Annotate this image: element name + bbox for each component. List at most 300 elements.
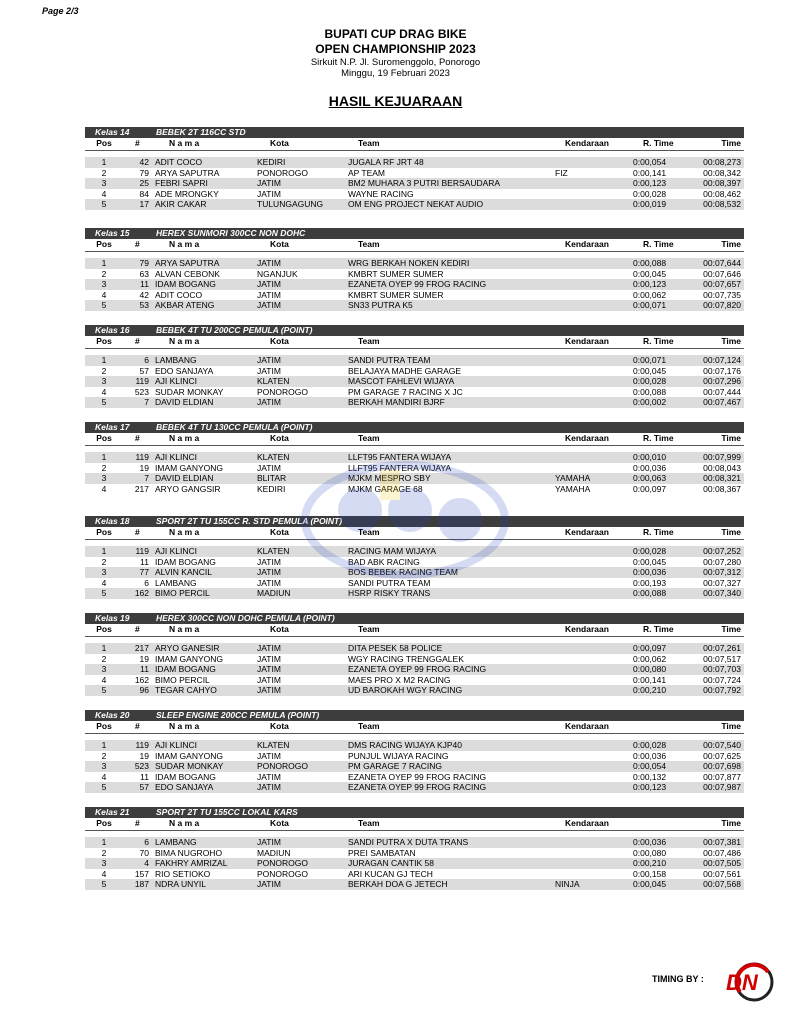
col-team: Team <box>358 721 380 731</box>
cell-kota: KEDIRI <box>257 157 286 167</box>
cell-time: 00:07,312 <box>703 567 741 577</box>
cell-number: 79 <box>139 258 149 268</box>
cell-time: 00:07,540 <box>703 740 741 750</box>
cell-kota: JATIM <box>257 664 281 674</box>
cell-name: EDO SANJAYA <box>155 365 214 376</box>
cell-pos: 2 <box>101 653 107 664</box>
col-kota: Kota <box>270 138 289 148</box>
cell-rtime: 0:00,088 <box>633 386 667 397</box>
cell-name: BIMA NUGROHO <box>155 847 223 858</box>
cell-team: UD BAROKAH WGY RACING <box>348 685 463 695</box>
col-team: Team <box>358 624 380 634</box>
class-label: Kelas 18 <box>95 516 130 526</box>
cell-time: 00:07,646 <box>703 268 741 279</box>
cell-time: 00:07,724 <box>703 674 741 685</box>
cell-time: 00:07,124 <box>703 355 741 365</box>
cell-time: 00:07,252 <box>703 546 741 556</box>
cell-name: DAVID ELDIAN <box>155 473 214 483</box>
cell-rtime: 0:00,080 <box>633 664 667 674</box>
column-header-row <box>85 818 744 831</box>
cell-team: SN33 PUTRA K5 <box>348 300 413 310</box>
cell-pos: 3 <box>101 279 107 289</box>
cell-name: IDAM BOGANG <box>155 556 216 567</box>
cell-kota: JATIM <box>257 289 281 300</box>
table-row <box>85 258 744 269</box>
cell-rtime: 0:00,019 <box>633 199 667 209</box>
cell-name: IMAM GANYONG <box>155 750 224 761</box>
cell-time: 00:07,444 <box>703 386 741 397</box>
page-number: Page 2/3 <box>42 6 79 16</box>
cell-rtime: 0:00,002 <box>633 397 667 407</box>
table-row <box>85 473 744 484</box>
cell-name: IDAM BOGANG <box>155 771 216 782</box>
class-label: Kelas 17 <box>95 422 130 432</box>
col-pos: Pos <box>96 239 112 249</box>
cell-team: EZANETA OYEP 99 FROG RACING <box>348 664 487 674</box>
col-time: Time <box>721 138 741 148</box>
cell-time: 00:07,877 <box>703 771 741 782</box>
cell-name: EDO SANJAYA <box>155 782 214 792</box>
cell-team: BAD ABK RACING <box>348 556 420 567</box>
class-title: BEBEK 4T TU 200CC PEMULA (POINT) <box>156 325 313 335</box>
class-title: SPORT 2T TU 155CC R. STD PEMULA (POINT) <box>156 516 343 526</box>
col-kendaraan: Kendaraan <box>565 624 609 634</box>
table-row <box>85 366 744 377</box>
cell-kota: KEDIRI <box>257 483 286 494</box>
section-header <box>85 325 744 336</box>
cell-pos: 2 <box>101 167 107 178</box>
cell-time: 00:07,792 <box>703 685 741 695</box>
cell-kota: TULUNGAGUNG <box>257 199 324 209</box>
cell-time: 00:07,280 <box>703 556 741 567</box>
col-pos: Pos <box>96 336 112 346</box>
section-header <box>85 613 744 624</box>
section-header <box>85 807 744 818</box>
cell-rtime: 0:00,210 <box>633 685 667 695</box>
cell-number: 57 <box>139 365 149 376</box>
cell-kota: JATIM <box>257 750 281 761</box>
table-row <box>85 567 744 578</box>
cell-time: 00:07,505 <box>703 858 741 868</box>
col-name: N a m a <box>169 138 200 148</box>
cell-name: BIMO PERCIL <box>155 674 210 685</box>
cell-name: ARYO GANGSIR <box>155 483 221 494</box>
cell-number: 523 <box>134 761 149 771</box>
cell-time: 00:08,397 <box>703 178 741 188</box>
cell-rtime: 0:00,088 <box>633 258 667 268</box>
cell-rtime: 0:00,036 <box>633 837 667 847</box>
cell-time: 00:07,340 <box>703 588 741 598</box>
results-section <box>85 807 744 890</box>
cell-kota: PONOROGO <box>257 868 309 879</box>
col-number: # <box>135 336 140 346</box>
cell-number: 187 <box>134 879 149 889</box>
col-kota: Kota <box>270 721 289 731</box>
table-row <box>85 178 744 189</box>
column-header-row <box>85 239 744 252</box>
cell-team: SANDI PUTRA TEAM <box>348 355 431 365</box>
cell-kota: JATIM <box>257 653 281 664</box>
cell-rtime: 0:00,088 <box>633 588 667 598</box>
col-name: N a m a <box>169 239 200 249</box>
col-pos: Pos <box>96 433 112 443</box>
cell-rtime: 0:00,036 <box>633 462 667 473</box>
cell-team: AP TEAM <box>348 167 386 178</box>
cell-rtime: 0:00,036 <box>633 750 667 761</box>
cell-time: 00:07,517 <box>703 653 741 664</box>
column-header-row <box>85 433 744 446</box>
cell-rtime: 0:00,193 <box>633 577 667 588</box>
cell-kota: PONOROGO <box>257 761 309 771</box>
cell-rtime: 0:00,141 <box>633 167 667 178</box>
section-header <box>85 228 744 239</box>
col-team: Team <box>358 818 380 828</box>
cell-team: BOS BEBEK RACING TEAM <box>348 567 458 577</box>
cell-time: 00:07,657 <box>703 279 741 289</box>
table-row <box>85 376 744 387</box>
cell-name: BIMO PERCIL <box>155 588 210 598</box>
cell-rtime: 0:00,123 <box>633 178 667 188</box>
cell-rtime: 0:00,063 <box>633 473 667 483</box>
section-header <box>85 516 744 527</box>
cell-name: NDRA UNYIL <box>155 879 207 889</box>
table-row <box>85 654 744 665</box>
class-title: HEREX SUNMORI 300CC NON DOHC <box>156 228 306 238</box>
table-row <box>85 685 744 696</box>
cell-kota: JATIM <box>257 879 281 889</box>
cell-name: LAMBANG <box>155 577 197 588</box>
col-team: Team <box>358 433 380 443</box>
table-row <box>85 269 744 280</box>
cell-number: 217 <box>134 643 149 653</box>
col-kota: Kota <box>270 818 289 828</box>
cell-kota: JATIM <box>257 365 281 376</box>
event-venue: Sirkuit N.P. Jl. Suromenggolo, Ponorogo <box>310 57 481 68</box>
class-label: Kelas 15 <box>95 228 130 238</box>
cell-name: ARYO GANESIR <box>155 643 220 653</box>
col-rtime: R. Time <box>643 138 674 148</box>
col-kota: Kota <box>270 336 289 346</box>
cell-kota: PONOROGO <box>257 858 309 868</box>
cell-time: 00:08,532 <box>703 199 741 209</box>
col-kota: Kota <box>270 527 289 537</box>
cell-pos: 5 <box>101 300 107 310</box>
cell-rtime: 0:00,028 <box>633 740 667 750</box>
cell-number: 162 <box>134 588 149 598</box>
col-number: # <box>135 721 140 731</box>
cell-rtime: 0:00,054 <box>633 157 667 167</box>
col-time: Time <box>721 336 741 346</box>
cell-pos: 5 <box>101 879 107 889</box>
results-section <box>85 710 744 793</box>
cell-kota: JATIM <box>257 567 281 577</box>
cell-pos: 3 <box>101 473 107 483</box>
table-row <box>85 588 744 599</box>
cell-rtime: 0:00,071 <box>633 355 667 365</box>
cell-number: 84 <box>139 188 149 199</box>
cell-number: 19 <box>139 750 149 761</box>
cell-team: DMS RACING WIJAYA KJP40 <box>348 740 462 750</box>
cell-time: 00:07,327 <box>703 577 741 588</box>
cell-name: AJI KLINCI <box>155 546 198 556</box>
cell-team: KMBRT SUMER SUMER <box>348 268 444 279</box>
col-name: N a m a <box>169 818 200 828</box>
col-name: N a m a <box>169 527 200 537</box>
cell-pos: 3 <box>101 178 107 188</box>
cell-team: WAYNE RACING <box>348 188 414 199</box>
table-row <box>85 387 744 398</box>
results-heading: HASIL KEJUARAAN <box>328 93 463 109</box>
cell-time: 00:08,342 <box>703 167 741 178</box>
cell-name: ADIT COCO <box>155 289 203 300</box>
cell-kota: JATIM <box>257 300 281 310</box>
col-number: # <box>135 433 140 443</box>
table-row <box>85 879 744 890</box>
cell-pos: 2 <box>101 462 107 473</box>
col-rtime: R. Time <box>643 624 674 634</box>
cell-number: 11 <box>140 771 149 782</box>
cell-number: 19 <box>139 653 149 664</box>
cell-number: 523 <box>134 386 149 397</box>
col-team: Team <box>358 527 380 537</box>
section-header <box>85 710 744 721</box>
cell-time: 00:07,467 <box>703 397 741 407</box>
class-title: BEBEK 4T TU 130CC PEMULA (POINT) <box>156 422 313 432</box>
section-header <box>85 422 744 433</box>
class-title: HEREX 300CC NON DOHC PEMULA (POINT) <box>156 613 335 623</box>
cell-pos: 1 <box>101 258 107 268</box>
col-pos: Pos <box>96 721 112 731</box>
cell-team: EZANETA OYEP 99 FROG RACING <box>348 771 487 782</box>
cell-time: 00:07,625 <box>703 750 741 761</box>
cell-kota: MADIUN <box>257 588 291 598</box>
cell-pos: 4 <box>101 771 107 782</box>
dn-timing-logo <box>704 962 788 1002</box>
cell-pos: 4 <box>101 674 107 685</box>
col-time: Time <box>721 818 741 828</box>
class-label: Kelas 14 <box>95 127 130 137</box>
cell-kota: JATIM <box>257 462 281 473</box>
cell-pos: 1 <box>101 157 107 167</box>
cell-rtime: 0:00,062 <box>633 653 667 664</box>
cell-number: 119 <box>135 546 149 556</box>
cell-number: 77 <box>139 567 149 577</box>
col-time: Time <box>721 433 741 443</box>
results-section <box>85 127 744 210</box>
table-row <box>85 290 744 301</box>
cell-number: 7 <box>144 397 149 407</box>
col-kendaraan: Kendaraan <box>565 239 609 249</box>
col-name: N a m a <box>169 433 200 443</box>
cell-kota: JATIM <box>257 782 281 792</box>
cell-kota: JATIM <box>257 674 281 685</box>
cell-kota: NGANJUK <box>257 268 298 279</box>
cell-time: 00:07,703 <box>703 664 741 674</box>
results-section <box>85 516 744 599</box>
cell-pos: 2 <box>101 556 107 567</box>
cell-team: MAES PRO X M2 RACING <box>348 674 451 685</box>
cell-time: 00:08,462 <box>703 188 741 199</box>
cell-name: DAVID ELDIAN <box>155 397 214 407</box>
cell-pos: 4 <box>101 483 107 494</box>
cell-name: ARYA SAPUTRA <box>155 167 220 178</box>
cell-kota: JATIM <box>257 258 281 268</box>
results-section <box>85 422 744 494</box>
cell-kota: JATIM <box>257 771 281 782</box>
col-kendaraan: Kendaraan <box>565 527 609 537</box>
column-header-row <box>85 624 744 637</box>
table-row <box>85 740 744 751</box>
cell-team: PM GARAGE 7 RACING <box>348 761 442 771</box>
col-rtime: R. Time <box>643 527 674 537</box>
column-header-row <box>85 138 744 151</box>
cell-team: LLFT95 FANTERA WIJAYA <box>348 452 452 462</box>
cell-team: ARI KUCAN GJ TECH <box>348 868 433 879</box>
cell-number: 11 <box>140 279 149 289</box>
col-number: # <box>135 624 140 634</box>
col-rtime: R. Time <box>643 239 674 249</box>
table-row <box>85 858 744 869</box>
cell-number: 119 <box>135 376 149 386</box>
class-title: BEBEK 2T 116CC STD <box>156 127 246 137</box>
event-subtitle: OPEN CHAMPIONSHIP 2023 <box>315 42 476 56</box>
cell-name: LAMBANG <box>155 355 197 365</box>
cell-pos: 2 <box>101 365 107 376</box>
cell-rtime: 0:00,045 <box>633 268 667 279</box>
col-kendaraan: Kendaraan <box>565 336 609 346</box>
cell-kota: JATIM <box>257 577 281 588</box>
cell-team: MASCOT FAHLEVI WIJAYA <box>348 376 455 386</box>
cell-name: RIO SETIOKO <box>155 868 211 879</box>
cell-rtime: 0:00,054 <box>633 761 667 771</box>
cell-pos: 3 <box>101 567 107 577</box>
cell-number: 6 <box>144 355 149 365</box>
table-row <box>85 484 744 495</box>
cell-number: 217 <box>134 483 149 494</box>
cell-kota: JATIM <box>257 556 281 567</box>
cell-rtime: 0:00,071 <box>633 300 667 310</box>
cell-kota: JATIM <box>257 643 281 653</box>
cell-pos: 2 <box>101 847 107 858</box>
table-row <box>85 751 744 762</box>
table-row <box>85 643 744 654</box>
svg-text:DN: DN <box>726 970 758 995</box>
cell-name: AKIR CAKAR <box>155 199 207 209</box>
col-pos: Pos <box>96 138 112 148</box>
cell-number: 119 <box>135 740 149 750</box>
cell-name: SUDAR MONKAY <box>155 386 224 397</box>
table-row <box>85 837 744 848</box>
cell-pos: 4 <box>101 577 107 588</box>
table-row <box>85 157 744 168</box>
cell-time: 00:07,381 <box>703 837 741 847</box>
col-time: Time <box>721 721 741 731</box>
cell-team: JUGALA RF JRT 48 <box>348 157 424 167</box>
cell-rtime: 0:00,158 <box>633 868 667 879</box>
cell-number: 6 <box>144 837 149 847</box>
cell-time: 00:08,273 <box>703 157 741 167</box>
cell-kota: JATIM <box>257 355 281 365</box>
cell-number: 17 <box>139 199 149 209</box>
cell-team: WRG BERKAH NOKEN KEDIRI <box>348 258 470 268</box>
table-row <box>85 452 744 463</box>
cell-name: FAKHRY AMRIZAL <box>155 858 228 868</box>
cell-number: 79 <box>139 167 149 178</box>
cell-number: 42 <box>139 289 149 300</box>
table-row <box>85 189 744 200</box>
cell-kota: JATIM <box>257 685 281 695</box>
cell-number: 70 <box>139 847 149 858</box>
cell-name: SUDAR MONKAY <box>155 761 224 771</box>
cell-number: 162 <box>134 674 149 685</box>
cell-time: 00:08,321 <box>703 473 741 483</box>
table-row <box>85 300 744 311</box>
cell-pos: 3 <box>101 761 107 771</box>
event-date: Minggu, 19 Februari 2023 <box>341 68 450 79</box>
col-team: Team <box>358 336 380 346</box>
cell-time: 00:07,820 <box>703 300 741 310</box>
cell-time: 00:07,735 <box>703 289 741 300</box>
cell-rtime: 0:00,123 <box>633 782 667 792</box>
table-row <box>85 761 744 772</box>
cell-pos: 3 <box>101 664 107 674</box>
cell-name: ALVAN CEBONK <box>155 268 220 279</box>
col-kota: Kota <box>270 624 289 634</box>
cell-kota: KLATEN <box>257 452 290 462</box>
cell-team: LLFT95 FANTERA WIJAYA <box>348 462 452 473</box>
col-time: Time <box>721 527 741 537</box>
cell-time: 00:07,698 <box>703 761 741 771</box>
cell-team: SANDI PUTRA TEAM <box>348 577 431 588</box>
col-pos: Pos <box>96 818 112 828</box>
cell-kota: JATIM <box>257 188 281 199</box>
cell-name: TEGAR CAHYO <box>155 685 217 695</box>
cell-number: 42 <box>139 157 149 167</box>
table-row <box>85 578 744 589</box>
col-kota: Kota <box>270 433 289 443</box>
cell-time: 00:07,261 <box>703 643 741 653</box>
cell-name: ADE MRONGKY <box>155 188 219 199</box>
cell-kota: PONOROGO <box>257 386 309 397</box>
cell-number: 53 <box>139 300 149 310</box>
cell-pos: 1 <box>101 355 107 365</box>
class-title: SLEEP ENGINE 200CC PEMULA (POINT) <box>156 710 320 720</box>
class-label: Kelas 20 <box>95 710 130 720</box>
table-row <box>85 772 744 783</box>
cell-number: 57 <box>139 782 149 792</box>
cell-rtime: 0:00,028 <box>633 546 667 556</box>
cell-team: KMBRT SUMER SUMER <box>348 289 444 300</box>
cell-rtime: 0:00,132 <box>633 771 667 782</box>
table-row <box>85 463 744 474</box>
cell-name: AJI KLINCI <box>155 740 198 750</box>
cell-team: EZANETA OYEP 99 FROG RACING <box>348 782 487 792</box>
cell-rtime: 0:00,097 <box>633 483 667 494</box>
column-header-row <box>85 721 744 734</box>
cell-time: 00:07,296 <box>703 376 741 386</box>
cell-team: HSRP RISKY TRANS <box>348 588 431 598</box>
cell-rtime: 0:00,062 <box>633 289 667 300</box>
table-row <box>85 675 744 686</box>
cell-name: ADIT COCO <box>155 157 203 167</box>
cell-kota: KLATEN <box>257 740 290 750</box>
cell-number: 119 <box>135 452 149 462</box>
cell-rtime: 0:00,028 <box>633 188 667 199</box>
cell-kota: BLITAR <box>257 473 287 483</box>
cell-name: LAMBANG <box>155 837 197 847</box>
col-kendaraan: Kendaraan <box>565 818 609 828</box>
cell-rtime: 0:00,210 <box>633 858 667 868</box>
